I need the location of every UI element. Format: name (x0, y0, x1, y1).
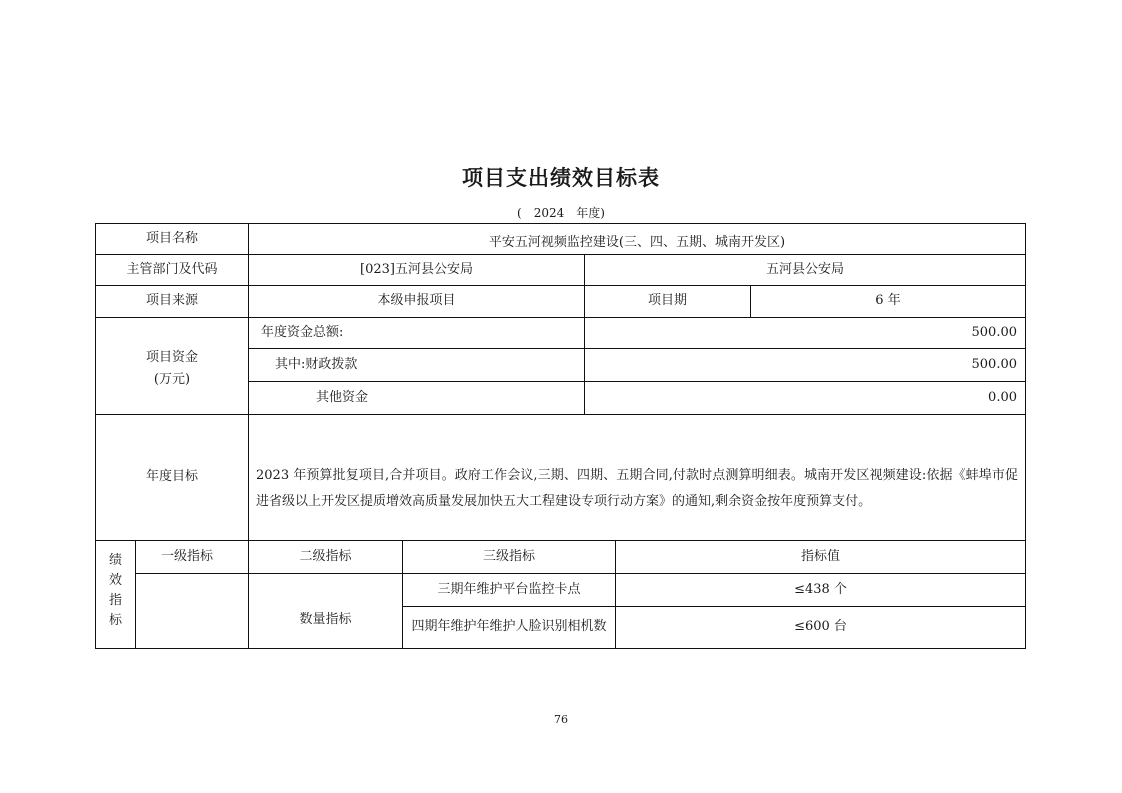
header-value: 指标值 (800, 548, 840, 564)
perf-char-1: 绩 (108, 553, 122, 568)
project-name-label: 项目名称 (145, 230, 198, 246)
indicator-name-1: 三期年维护平台监控卡点 (437, 581, 581, 597)
header-level1: 一级指标 (160, 548, 213, 564)
funds-fiscal-label: 其中:财政拨款 (275, 356, 358, 372)
funds-label (96, 318, 248, 414)
goal-text: 2023 年预算批复项目,合并项目。政府工作会议,三期、四期、五期合同,付款时点测算明细表。城南开发区视频建设:依据《蚌埠市促进省级以上开发区提质增效高质量发展加快五大工程建设专项行动方案》的通知,剩余资金按年度预算支付。 (256, 468, 1018, 509)
perf-char-3: 指 (108, 593, 122, 609)
perf-char-4: 标 (108, 613, 122, 629)
period-value: 6 年 (875, 293, 901, 309)
header-level3: 三级指标 (482, 548, 535, 564)
funds-fiscal-value: 500.00 (971, 356, 1017, 372)
year-open: ( (517, 206, 522, 220)
header-level2: 二级指标 (299, 548, 352, 564)
funds-other-value: 0.00 (988, 389, 1017, 405)
dept-name: 五河县公安局 (765, 261, 844, 277)
perf-char-2: 效 (108, 573, 122, 589)
indicator-value-1: ≤438 个 (794, 581, 847, 597)
funds-label-line1: 项目资金 (145, 349, 198, 365)
source-value: 本级申报项目 (377, 293, 456, 309)
perf-label (96, 551, 135, 641)
project-name-value: 平安五河视频监控建设(三、四、五期、城南开发区) (488, 234, 786, 250)
page-title: 项目支出绩效目标表 (462, 166, 660, 190)
indicator-name-2: 四期年维护年维护人脸识别相机数 (411, 619, 607, 635)
indicator-value-2: ≤600 台 (794, 619, 847, 635)
funds-total-label: 年度资金总额: (261, 324, 344, 340)
funds-label-line2: (万元) (153, 372, 191, 387)
dept-label: 主管部门及代码 (126, 261, 218, 277)
goal-label: 年度目标 (145, 469, 198, 485)
period-label: 项目期 (647, 293, 687, 309)
year-value: 2024 (533, 206, 565, 220)
dept-code: [023]五河县公安局 (360, 261, 473, 277)
funds-other-label: 其他资金 (316, 389, 369, 405)
year-close: 年度) (576, 206, 605, 220)
level2-quantity: 数量指标 (299, 611, 352, 627)
page-number: 76 (554, 713, 568, 726)
funds-total-value: 500.00 (971, 324, 1017, 340)
source-label: 项目来源 (145, 293, 198, 309)
